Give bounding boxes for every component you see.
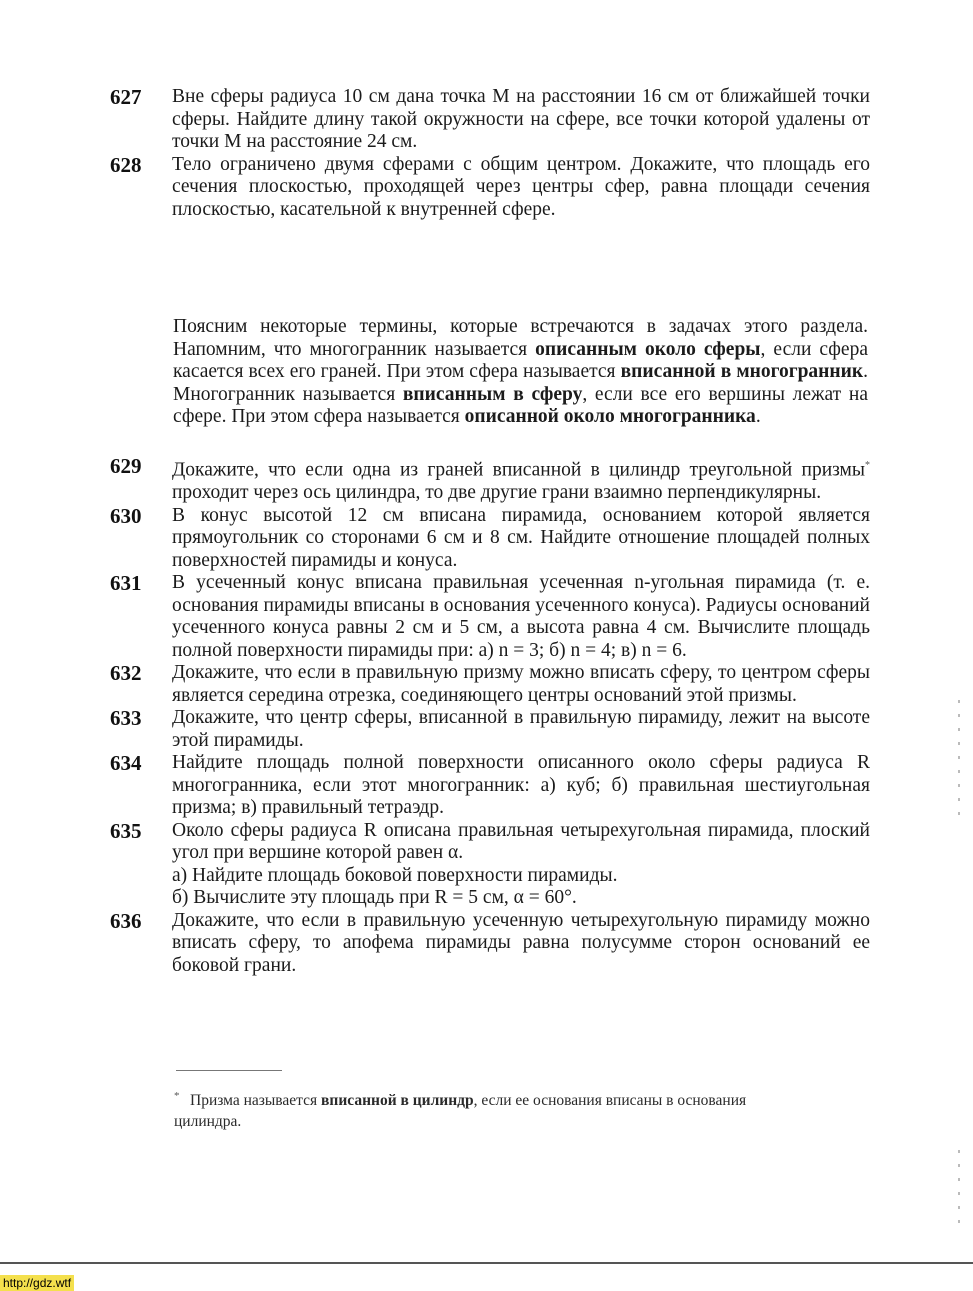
problem-632	[110, 662, 870, 707]
problem-text	[172, 820, 870, 910]
problem-number: 628	[110, 152, 142, 177]
footnote-marker: *	[865, 460, 870, 471]
problem-text: Докажите, что центр сферы, вписанной в правильную пирамиду, лежит на высоте этой пирамиды.	[172, 707, 870, 751]
problem-text: Найдите площадь полной поверхности описанного около сферы радиуса R многогранника, если этот многогранник: а) куб; б) правильная шестиугольная призма; в) правильный тетраэдр.	[172, 752, 870, 818]
term-inscribed-in-sphere: вписанным в сферу	[402, 383, 583, 405]
footnote	[174, 1086, 774, 1132]
footnote-text: , если ее основания вписаны в основания цилиндра.	[174, 1092, 747, 1131]
intro-text: .	[755, 406, 761, 427]
intro-paragraph	[173, 316, 868, 429]
problem-text-part: Докажите, что если одна из граней вписанной в цилиндр треугольной призмы	[172, 459, 865, 481]
problem-636	[110, 910, 870, 978]
problem-627	[110, 86, 870, 154]
intro-text: . Многогранник называется	[173, 361, 868, 405]
problem-number: 627	[110, 85, 142, 109]
problem-text	[172, 455, 870, 505]
problem-text-main: Около сферы радиуса R описана правильная четырехугольная пирамида, плоский угол при вершине которой равен α.	[172, 819, 870, 863]
problem-text: В конус высотой 12 см вписана пирамида, основанием которой является прямоугольник со сторонами 6 см и 8 см. Найдите отношение площадей полных поверхностей пирамиды и конуса.	[172, 504, 870, 571]
problem-number: 629	[110, 454, 142, 478]
problem-634	[110, 752, 870, 820]
intro-text: Поясним некоторые термины, которые встречаются в задачах этого раздела. Напомним, что многогранник называется	[173, 316, 868, 360]
footnote-term: вписанной в цилиндр	[321, 1092, 474, 1110]
problem-text: В усеченный конус вписана правильная усеченная n-угольная пирамида (т. е. основания пирамиды вписаны в основания усеченного конуса). Радиусы оснований усеченного конуса равны 2 см и 5 см, а высота равна 4 см. Вычислите площадь полной поверхности пирамиды при: а) n = 3; б) n = 4; в) n = 6.	[172, 572, 870, 661]
intro-text: , если сфера касается всех его граней. При этом сфера называется	[173, 338, 868, 382]
problem-number: 636	[110, 908, 142, 933]
term-circumscribed-about-sphere: описанным около сферы	[535, 338, 761, 360]
problem-text-part: проходит через ось цилиндра, то две другие грани взаимно перпендикулярны.	[172, 482, 822, 503]
site-link[interactable]: http://gdz.wtf	[0, 1275, 74, 1291]
problem-text: Докажите, что если в правильную призму можно вписать сферу, то центром сферы является середина отрезка, соединяющего центры оснований этой призмы.	[172, 662, 870, 706]
problem-633	[110, 707, 870, 752]
problem-number: 633	[110, 706, 142, 730]
problem-part-a: а) Найдите площадь боковой поверхности пирамиды.	[172, 864, 618, 886]
scan-bottom-line	[0, 1262, 973, 1264]
problem-631	[110, 572, 870, 662]
problem-text: Вне сферы радиуса 10 см дана точка M на расстоянии 16 см от ближайшей точки сферы. Найдите длину такой окружности на сфере, все точки которой удалены от точки M на расстояние 24 см.	[172, 86, 870, 152]
problems-main	[110, 455, 870, 977]
scan-edge-marks	[958, 1150, 960, 1230]
footnote-text: Призма называется	[190, 1092, 322, 1110]
footnote-star: *	[174, 1090, 180, 1102]
intro-text: , если все его вершины лежат на сфере. При этом сфера называется	[173, 383, 868, 427]
problems-top	[110, 86, 870, 221]
problem-number: 630	[110, 503, 142, 528]
problem-629	[110, 455, 870, 505]
term-circumscribed-about-polyhedron: описанной около многогранника	[464, 406, 756, 427]
problem-number: 631	[110, 571, 142, 595]
problem-630	[110, 505, 870, 573]
problem-text: Докажите, что если в правильную усеченную четырехугольную пирамиду можно вписать сферу, то апофема пирамиды равна полусумме сторон оснований ее боковой грани.	[172, 909, 870, 976]
problem-number: 634	[110, 751, 142, 775]
problem-635	[110, 820, 870, 910]
scan-edge-marks	[958, 700, 960, 820]
problem-part-b: б) Вычислите эту площадь при R = 5 см, α = 60°.	[172, 887, 577, 908]
footnote-divider	[176, 1070, 282, 1071]
problem-number: 635	[110, 818, 142, 843]
problem-number: 632	[110, 661, 142, 685]
problem-628	[110, 154, 870, 222]
problem-text: Тело ограничено двумя сферами с общим центром. Докажите, что площадь его сечения плоскостью, проходящей через центры сфер, равна площади сечения плоскостью, касательной к внутренней сфере.	[172, 153, 870, 220]
term-inscribed-in-polyhedron: вписанной в многогранник	[620, 361, 864, 382]
